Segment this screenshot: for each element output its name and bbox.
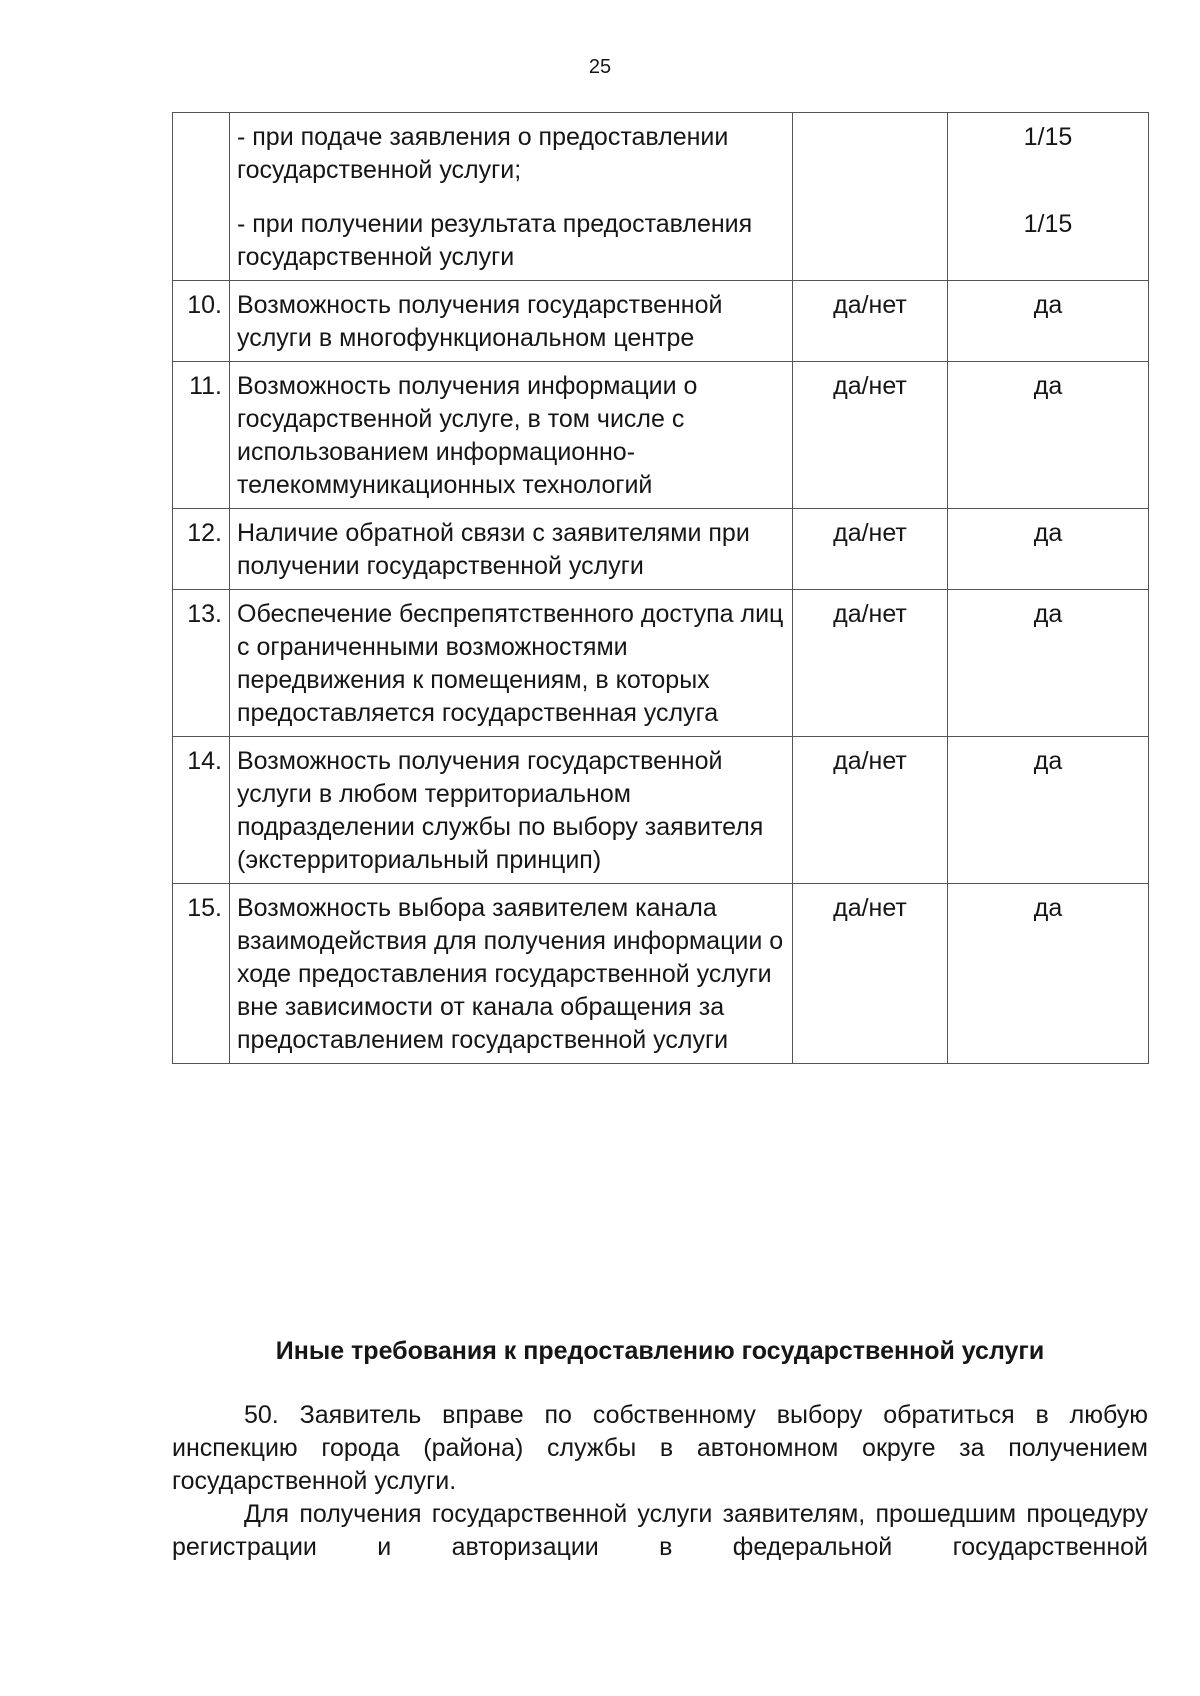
page-number: 25 bbox=[588, 56, 612, 78]
value-cell: да bbox=[948, 884, 1149, 1064]
section-heading: Иные требования к предоставлению государственной услуги bbox=[275, 1337, 1045, 1365]
unit-cell: да/нет bbox=[793, 590, 948, 737]
value-cell bbox=[948, 113, 1149, 281]
value-cell: да bbox=[948, 362, 1149, 509]
quality-indicators-table bbox=[172, 112, 1149, 1064]
value-cell: да bbox=[948, 509, 1149, 590]
unit-cell: да/нет bbox=[793, 737, 948, 884]
row-number-cell: 13. bbox=[173, 590, 230, 737]
table-row bbox=[173, 884, 1149, 1064]
body-paragraph: 50. Заявитель вправе по собственному выбору обратиться в любую инспекцию города (района) службы в автономном округе за получением государственной услуги. bbox=[172, 1401, 1148, 1495]
unit-cell: да/нет bbox=[793, 281, 948, 362]
row-number-cell: 12. bbox=[173, 509, 230, 590]
unit-cell: да/нет bbox=[793, 884, 948, 1064]
sub-item-text: - при получении результата предоставления государственной услуги bbox=[237, 210, 753, 271]
indicator-name-cell: Возможность получения информации о государственной услуге, в том числе с использованием информационно-телекоммуникационных технологий bbox=[230, 362, 793, 509]
indicator-name-cell: Наличие обратной связи с заявителями при получении государственной услуги bbox=[230, 509, 793, 590]
row-number-cell: 10. bbox=[173, 281, 230, 362]
unit-cell: да/нет bbox=[793, 509, 948, 590]
row-number-cell: 11. bbox=[173, 362, 230, 509]
unit-cell bbox=[793, 113, 948, 281]
sub-item-value: 1/15 bbox=[1023, 210, 1073, 238]
table-row-continuation bbox=[173, 113, 1149, 281]
value-cell: да bbox=[948, 281, 1149, 362]
row-number-cell bbox=[173, 113, 230, 281]
table-row bbox=[173, 362, 1149, 509]
table-row bbox=[173, 509, 1149, 590]
body-paragraph: Для получения государственной услуги заявителям, прошедшим процедуру регистрации и авторизации в федеральной государственной bbox=[172, 1500, 1148, 1561]
sub-item-text: - при подаче заявления о предоставлении государственной услуги; bbox=[237, 123, 729, 184]
row-number-cell: 15. bbox=[173, 884, 230, 1064]
indicator-name-cell: Обеспечение беспрепятственного доступа лиц с ограниченными возможностями передвижения к помещениям, в которых предоставляется государственная услуга bbox=[230, 590, 793, 737]
sub-item-value: 1/15 bbox=[1023, 123, 1073, 151]
indicator-name-cell: Возможность получения государственной услуги в любом территориальном подразделении службы по выбору заявителя (экстерриториальный принцип) bbox=[230, 737, 793, 884]
indicator-name-cell: Возможность выбора заявителем канала взаимодействия для получения информации о ходе предоставления государственной услуги вне зависимости от канала обращения за предоставлением государственной услуги bbox=[230, 884, 793, 1064]
value-cell: да bbox=[948, 737, 1149, 884]
table-row bbox=[173, 737, 1149, 884]
table-row bbox=[173, 590, 1149, 737]
table-row bbox=[173, 281, 1149, 362]
row-number-cell: 14. bbox=[173, 737, 230, 884]
indicator-name-cell bbox=[230, 113, 793, 281]
value-cell: да bbox=[948, 590, 1149, 737]
unit-cell: да/нет bbox=[793, 362, 948, 509]
indicator-name-cell: Возможность получения государственной услуги в многофункциональном центре bbox=[230, 281, 793, 362]
